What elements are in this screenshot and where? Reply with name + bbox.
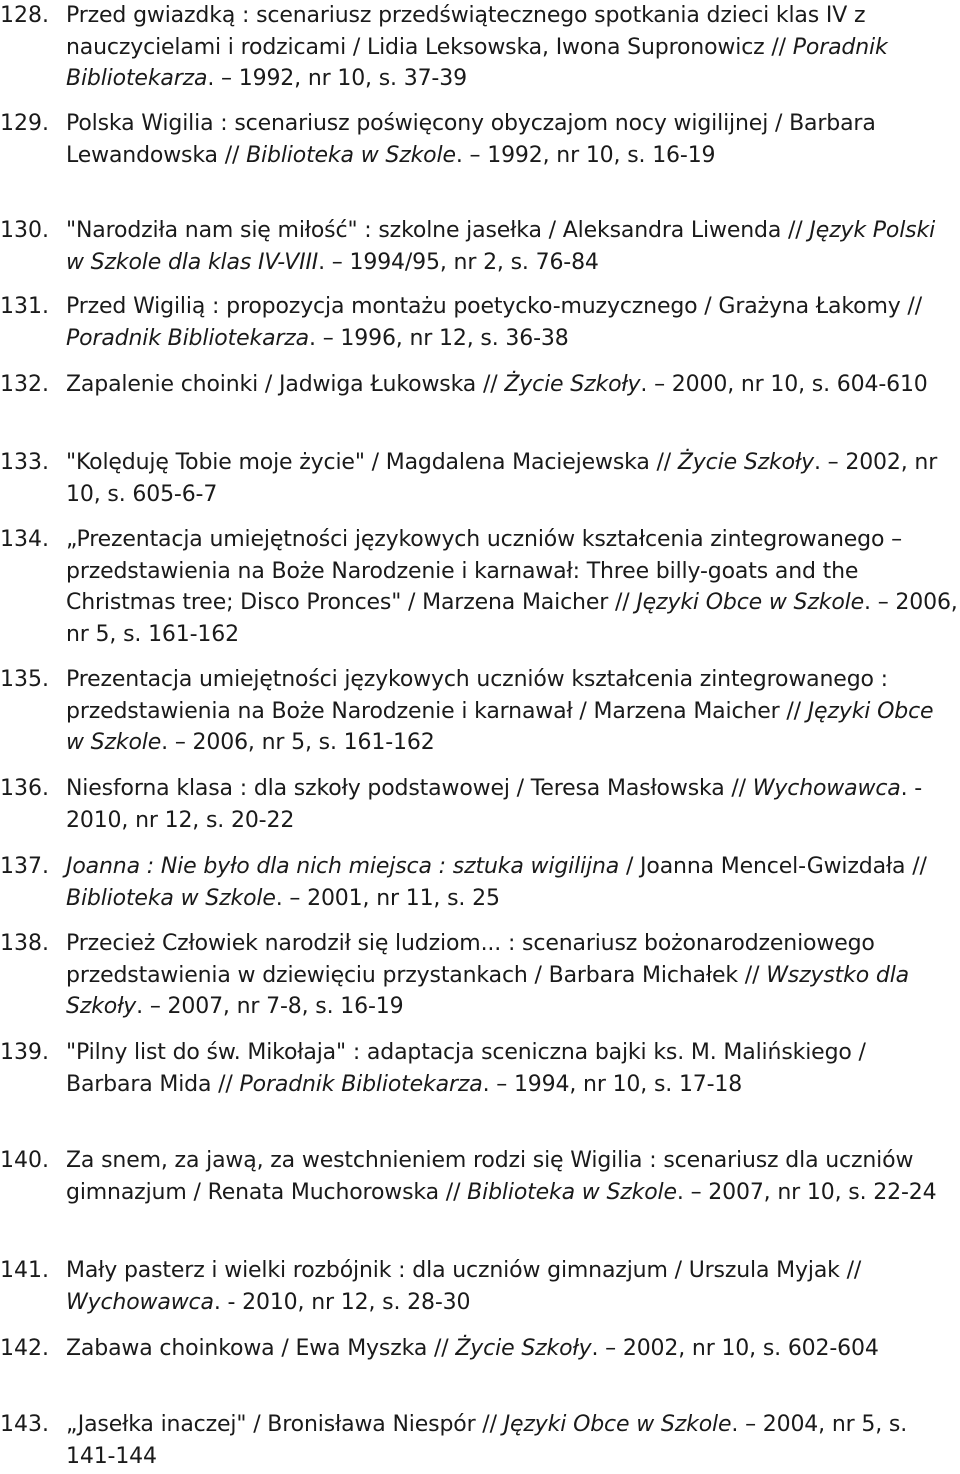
entry-citation	[66, 215, 958, 278]
bibliography-entry-133	[0, 447, 960, 510]
journal-title: Wychowawca	[66, 1289, 214, 1315]
citation-text: Za snem, za jawą, za westchnieniem rodzi się Wigilia : scenariusz dla uczniów gimnazjum / Renata Muchorowska //	[66, 1148, 914, 1205]
journal-title: Biblioteka w Szkole	[246, 142, 456, 168]
entry-number: 141.	[0, 1258, 49, 1283]
entry-citation	[66, 851, 958, 914]
entry-number: 129.	[0, 111, 49, 136]
entry-citation	[66, 0, 958, 95]
citation-text: . – 1992, nr 10, s. 37-39	[207, 66, 467, 91]
citation-text: / Joanna Mencel-Gwizdała //	[619, 854, 927, 879]
citation-text: Polska Wigilia : scenariusz poświęcony obyczajom nocy wigilijnej / Barbara Lewandowska //	[66, 111, 876, 168]
entry-citation	[66, 1037, 958, 1100]
citation-text: . – 2001, nr 11, s. 25	[275, 885, 500, 911]
journal-title: Życie Szkoły	[504, 372, 641, 397]
journal-title: Życie Szkoły	[677, 450, 814, 475]
citation-text: Mały pasterz i wielki rozbójnik : dla uczniów gimnazjum / Urszula Myjak //	[66, 1258, 862, 1283]
journal-title: Biblioteka w Szkole	[467, 1179, 677, 1205]
citation-text: Przed gwiazdką : scenariusz przedświątecznego spotkania dzieci klas IV z nauczycielami i rodzicami / Lidia Leksowska, Iwona Supronowicz //	[66, 3, 866, 60]
citation-text: . – 2007, nr 10, s. 22-24	[676, 1179, 937, 1205]
bibliography-entry-134	[0, 524, 960, 650]
entry-citation	[66, 369, 958, 401]
bibliography-entry-128	[0, 0, 960, 95]
entry-number: 138.	[0, 931, 49, 956]
citation-text: Przecież Człowiek narodził się ludziom... : scenariusz bożonarodzeniowego przedstawienia w dziewięciu przystankach / Barbara Michałek //	[66, 931, 875, 988]
entry-number: 131.	[0, 294, 49, 319]
journal-title: Biblioteka w Szkole	[66, 885, 276, 911]
bibliography-entry-130	[0, 215, 960, 278]
bibliography-entry-142	[0, 1333, 960, 1365]
entry-number: 133.	[0, 450, 49, 475]
journal-title: Poradnik Bibliotekarza	[239, 1071, 483, 1097]
journal-title: Poradnik Bibliotekarza	[66, 325, 310, 351]
citation-text: „Jasełka inaczej" / Bronisława Niespór //	[66, 1412, 504, 1437]
journal-title: Wychowawca	[752, 776, 901, 801]
citation-text: . – 1996, nr 12, s. 36-38	[309, 325, 569, 351]
citation-text: . – 1994, nr 10, s. 17-18	[482, 1071, 743, 1097]
citation-text: . – 2002, nr 10, s. 602-604	[591, 1336, 879, 1361]
entry-citation	[66, 524, 958, 650]
entry-citation	[66, 108, 958, 171]
entry-citation	[66, 1145, 958, 1208]
journal-title: Języki Obce w Szkole	[636, 590, 865, 615]
journal-title: Życie Szkoły	[455, 1336, 592, 1361]
article-title: Joanna : Nie było dla nich miejsca : sztuka wigilijna	[66, 854, 620, 879]
bibliography-entry-131	[0, 291, 960, 354]
citation-text: Prezentacja umiejętności językowych uczniów kształcenia zintegrowanego : przedstawienia na Boże Narodzenie i karnawał / Marzena Maicher //	[66, 667, 888, 724]
bibliography-entry-132	[0, 369, 960, 401]
bibliography-entry-138	[0, 928, 960, 1023]
citation-text: Niesforna klasa : dla szkoły podstawowej / Teresa Masłowska //	[66, 776, 753, 801]
citation-text: . – 2007, nr 7-8, s. 16-19	[136, 994, 404, 1019]
journal-title: Języki Obce w Szkole	[503, 1412, 732, 1437]
journal-title: Języki Obce w Szkole	[66, 698, 934, 755]
citation-text: . – 1994/95, nr 2, s. 76-84	[318, 249, 599, 275]
bibliography-entry-137	[0, 851, 960, 914]
entry-number: 132.	[0, 372, 49, 397]
entry-citation	[66, 1409, 958, 1472]
entry-number: 134.	[0, 527, 49, 552]
citation-text: „Prezentacja umiejętności językowych uczniów kształcenia zintegrowanego – przedstawienia na Boże Narodzenie i karnawał: Three billy-goats and the Christmas tree; Disco Pronces" / Marzena Maicher //	[66, 527, 902, 615]
entry-citation	[66, 1255, 958, 1318]
entry-number: 137.	[0, 854, 49, 879]
bibliography-entry-139	[0, 1037, 960, 1100]
citation-text: Zabawa choinkowa / Ewa Myszka //	[66, 1336, 456, 1361]
citation-text: "Kolęduję Tobie moje życie" / Magdalena Maciejewska //	[66, 450, 678, 475]
citation-text: . - 2010, nr 12, s. 28-30	[213, 1289, 471, 1315]
citation-text: . - 2010, nr 12, s. 20-22	[66, 776, 923, 833]
entry-number: 143.	[0, 1412, 49, 1437]
citation-text: . – 2006, nr 5, s. 161-162	[66, 590, 958, 647]
entry-citation	[66, 773, 958, 836]
entry-citation	[66, 447, 958, 510]
bibliography-entry-143	[0, 1409, 960, 1472]
entry-number: 139.	[0, 1040, 49, 1065]
entry-number: 130.	[0, 218, 49, 243]
entry-number: 142.	[0, 1336, 49, 1361]
entry-number: 128.	[0, 3, 49, 28]
bibliography-entry-140	[0, 1145, 960, 1208]
citation-text: Zapalenie choinki / Jadwiga Łukowska //	[66, 372, 505, 397]
citation-text: "Narodziła nam się miłość" : szkolne jasełka / Aleksandra Liwenda //	[66, 218, 810, 243]
entry-number: 135.	[0, 667, 49, 692]
journal-title: Język Polski w Szkole dla klas IV-VIII	[66, 218, 936, 275]
citation-text: "Pilny list do św. Mikołaja" : adaptacja sceniczna bajki ks. M. Malińskiego / Barbara Mida //	[66, 1040, 866, 1097]
citation-text: . – 2004, nr 5, s. 141-144	[66, 1412, 908, 1469]
citation-text: . – 2002, nr 10, s. 605-6-7	[66, 450, 938, 507]
bibliography-entry-129	[0, 108, 960, 171]
entry-citation	[66, 291, 958, 354]
entry-citation	[66, 1333, 958, 1365]
entry-number: 140.	[0, 1148, 49, 1173]
bibliography-entry-136	[0, 773, 960, 836]
bibliography-entry-135	[0, 664, 960, 759]
citation-text: Przed Wigilią : propozycja montażu poetycko-muzycznego / Grażyna Łakomy //	[66, 294, 922, 319]
citation-text: . – 1992, nr 10, s. 16-19	[455, 142, 716, 168]
entry-citation	[66, 928, 958, 1023]
citation-text: . – 2006, nr 5, s. 161-162	[161, 730, 435, 755]
citation-text: . – 2000, nr 10, s. 604-610	[640, 372, 928, 397]
entry-citation	[66, 664, 958, 759]
journal-title: Wszystko dla Szkoły	[66, 962, 910, 1019]
journal-title: Poradnik Bibliotekarza	[66, 34, 888, 91]
entry-number: 136.	[0, 776, 49, 801]
bibliography-entry-141	[0, 1255, 960, 1318]
